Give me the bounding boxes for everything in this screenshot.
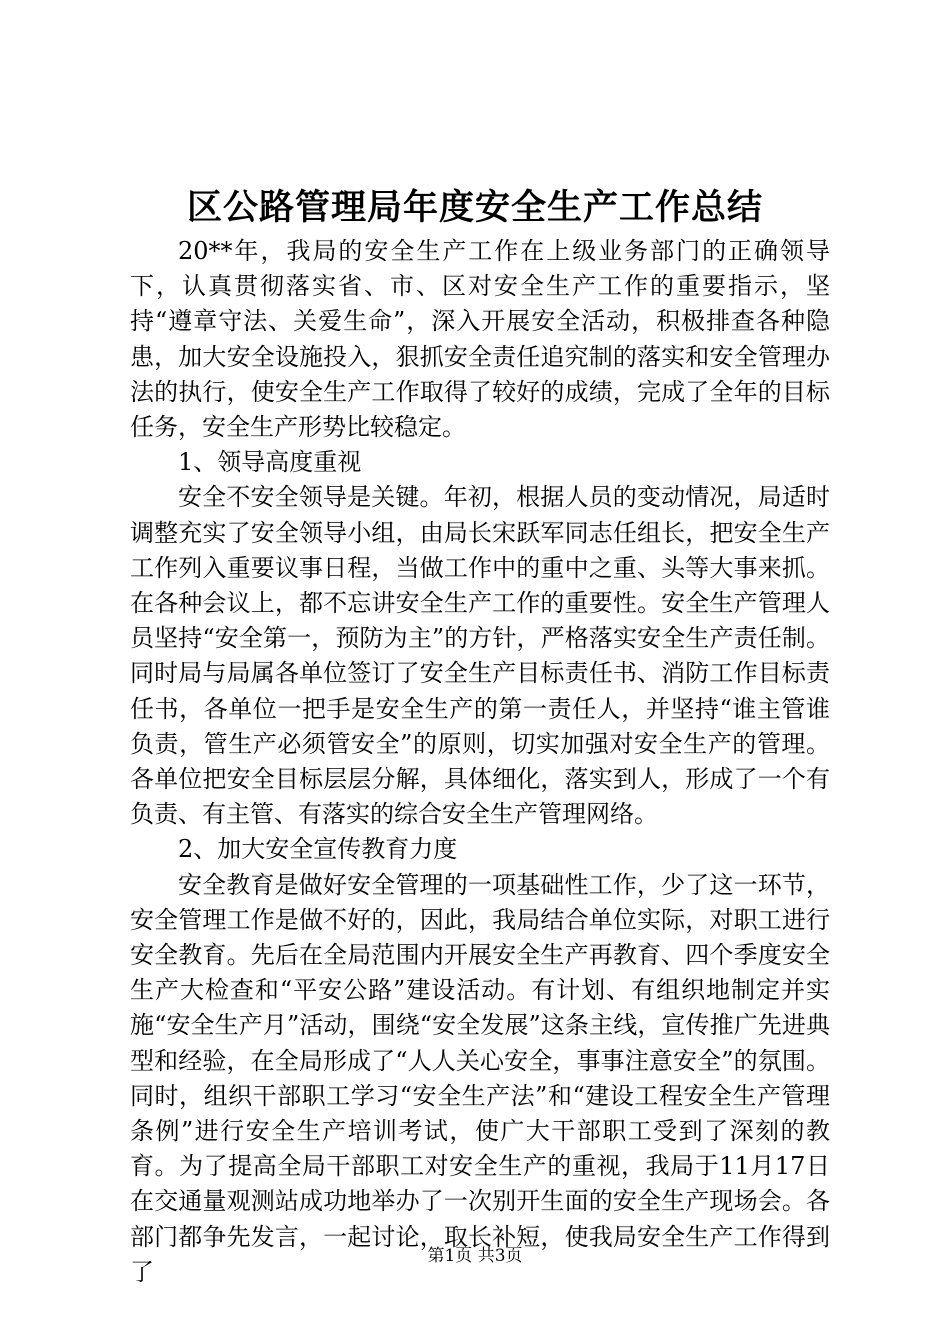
section-heading-1: 1、领导高度重视	[178, 448, 362, 477]
section-heading-2: 2、加大安全宣传教育力度	[178, 835, 458, 864]
page-number: 第1页 共3页	[427, 1246, 523, 1266]
section-body-2: 安全教育是做好安全管理的一项基础性工作，少了这一环节，安全管理工作是做不好的，因此，我局结合单位实际，对职工进行安全教育。先后在全局范围内开展安全生产再教育、四个季度安全生产大检查和“平安公路”建设活动。有计划、有组织地制定并实施“安全生产月”活动，围绕“安全发展”这条主线，宣传推广先进典型和经验，在全局形成了“人人关心安全，事事注意安全”的氛围。同时，组织干部职工学习“安全生产法”和“建设工程安全生产管理条例”进行安全生产培训考试，使广大干部职工受到了深刻的教育。为了提高全局干部职工对安全生产的重视，我局于11月17日在交通量观测站成功地举办了一次别开生面的安全生产现场会。各部门都争先发言，一起讨论，取长补短，使我局安全生产工作得到了	[130, 870, 830, 1286]
document-title: 区公路管理局年度安全生产工作总结	[186, 187, 763, 228]
section-body-1: 安全不安全领导是关键。年初，根据人员的变动情况，局适时调整充实了安全领导小组，由局长宋跃军同志任组长，把安全生产工作列入重要议事日程，当做工作中的重中之重、头等大事来抓。在各种会议上，都不忘讲安全生产工作的重要性。安全生产管理人员坚持“安全第一，预防为主”的方针，严格落实安全生产责任制。同时局与局属各单位签订了安全生产目标责任书、消防工作目标责任书，各单位一把手是安全生产的第一责任人，并坚持“谁主管谁负责，管生产必须管安全”的原则，切实加强对安全生产的管理。各单位把安全目标层层分解，具体细化，落实到人，形成了一个有负责、有主管、有落实的综合安全生产管理网络。	[130, 483, 830, 829]
document-body	[130, 234, 830, 1290]
intro-paragraph: 20**年，我局的安全生产工作在上级业务部门的正确领导下，认真贯彻落实省、市、区对安全生产工作的重要指示，坚持“遵章守法、关爱生命”，深入开展安全活动，积极排查各种隐患，加大安全设施投入，狠抓安全责任追究制的落实和安全管理办法的执行，使安全生产工作取得了较好的成绩，完成了全年的目标任务，安全生产形势比较稳定。	[130, 237, 830, 442]
